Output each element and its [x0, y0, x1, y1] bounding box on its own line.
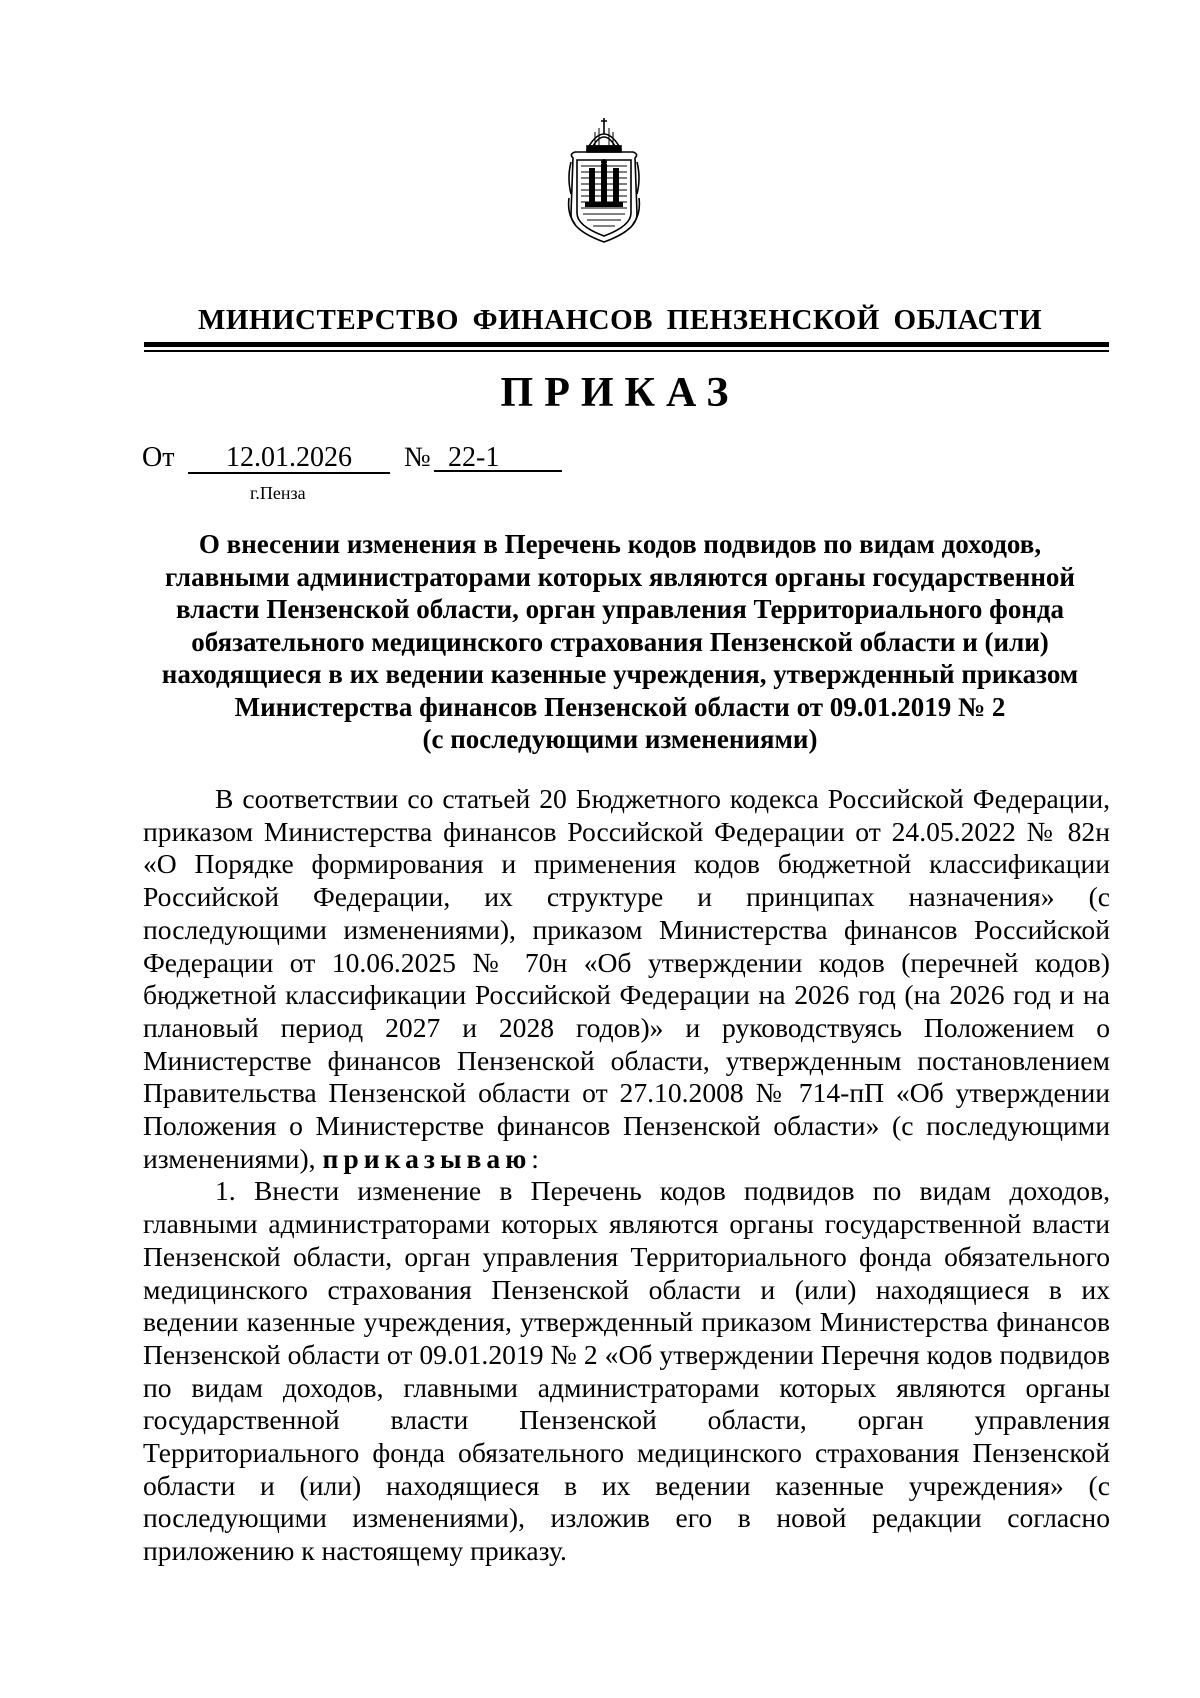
- header-rule-thin: [144, 350, 1109, 352]
- city: г.Пенза: [250, 483, 306, 503]
- preamble-text: В соответствии со статьей 20 Бюджетного кодекса Российской Федерации, приказом Министерства финансов Российской Федерации от 24.05.2022 № 82н «О Порядке формирования и применения кодов бюджетной классификации Российской Федерации, их структуре и принципах назначения» (с последующими изменениями), приказом Министерства финансов Российской Федерации от 10.06.2025 № 70н «Об утверждении кодов (перечней кодов) бюджетной классификации Российской Федерации на 2026 год (на 2026 год и на плановый период 2027 и 2028 годов)» и руководствуясь Положением о Министерстве финансов Пензенской области, утвержденным постановлением Правительства Пензенской области от 27.10.2008 № 714-пП «Об утверждении Положения о Министерстве финансов Пензенской области» (с последующими изменениями),: [143, 783, 1110, 1174]
- header-rule-thick: [144, 342, 1109, 347]
- number-label: №: [404, 442, 431, 473]
- heading-line: власти Пензенской области, орган управления Территориального фонда: [175, 594, 1065, 624]
- date-label: От: [142, 442, 175, 473]
- heading-line: обязательного медицинского страхования Пензенской области и (или): [191, 626, 1049, 657]
- heading-line: Министерства финансов Пензенской области от 09.01.2019 № 2: [234, 691, 1006, 722]
- document-type-title: ПРИКАЗ: [500, 370, 740, 416]
- heading-line: главными администраторами которых являются органы государственной: [165, 561, 1075, 592]
- document-body: [143, 783, 1110, 1568]
- item-1-paragraph: 1. Внести изменение в Перечень кодов подвидов по видам доходов, главными администраторами которых являются органы государственной власти Пензенской области, орган управления Территориального фонда обязательного медицинского страхования Пензенской области и (или) находящиеся в их ведении казенные учреждения, утвержденный приказом Министерства финансов Пензенской области от 09.01.2019 № 2 «Об утверждении Перечня кодов подвидов по видам доходов, главными администраторами которых являются органы государственной власти Пензенской области, орган управления Территориального фонда обязательного медицинского страхования Пензенской области и (или) находящиеся в их ведении казенные учреждения» (с последующими изменениями), изложив его в новой редакции согласно приложению к настоящему приказу.: [143, 1175, 1110, 1567]
- order-word: приказываю: [322, 1142, 532, 1174]
- coat-of-arms-icon: [565, 118, 643, 244]
- heading-line: О внесении изменения в Перечень кодов подвидов по видам доходов,: [198, 529, 1042, 559]
- ministry-name: МИНИСТЕРСТВО ФИНАНСОВ ПЕНЗЕНСКОЙ ОБЛАСТИ: [197, 304, 1043, 336]
- order-number: 22-1: [434, 440, 562, 472]
- preamble-paragraph: [143, 783, 1110, 1175]
- heading-line: находящиеся в их ведении казенные учреждения, утвержденный приказом: [161, 659, 1079, 689]
- order-date: 12.01.2026: [188, 440, 390, 474]
- order-colon: :: [531, 1142, 539, 1174]
- document-heading: [140, 528, 1100, 756]
- heading-line: (с последующими изменениями): [422, 724, 818, 754]
